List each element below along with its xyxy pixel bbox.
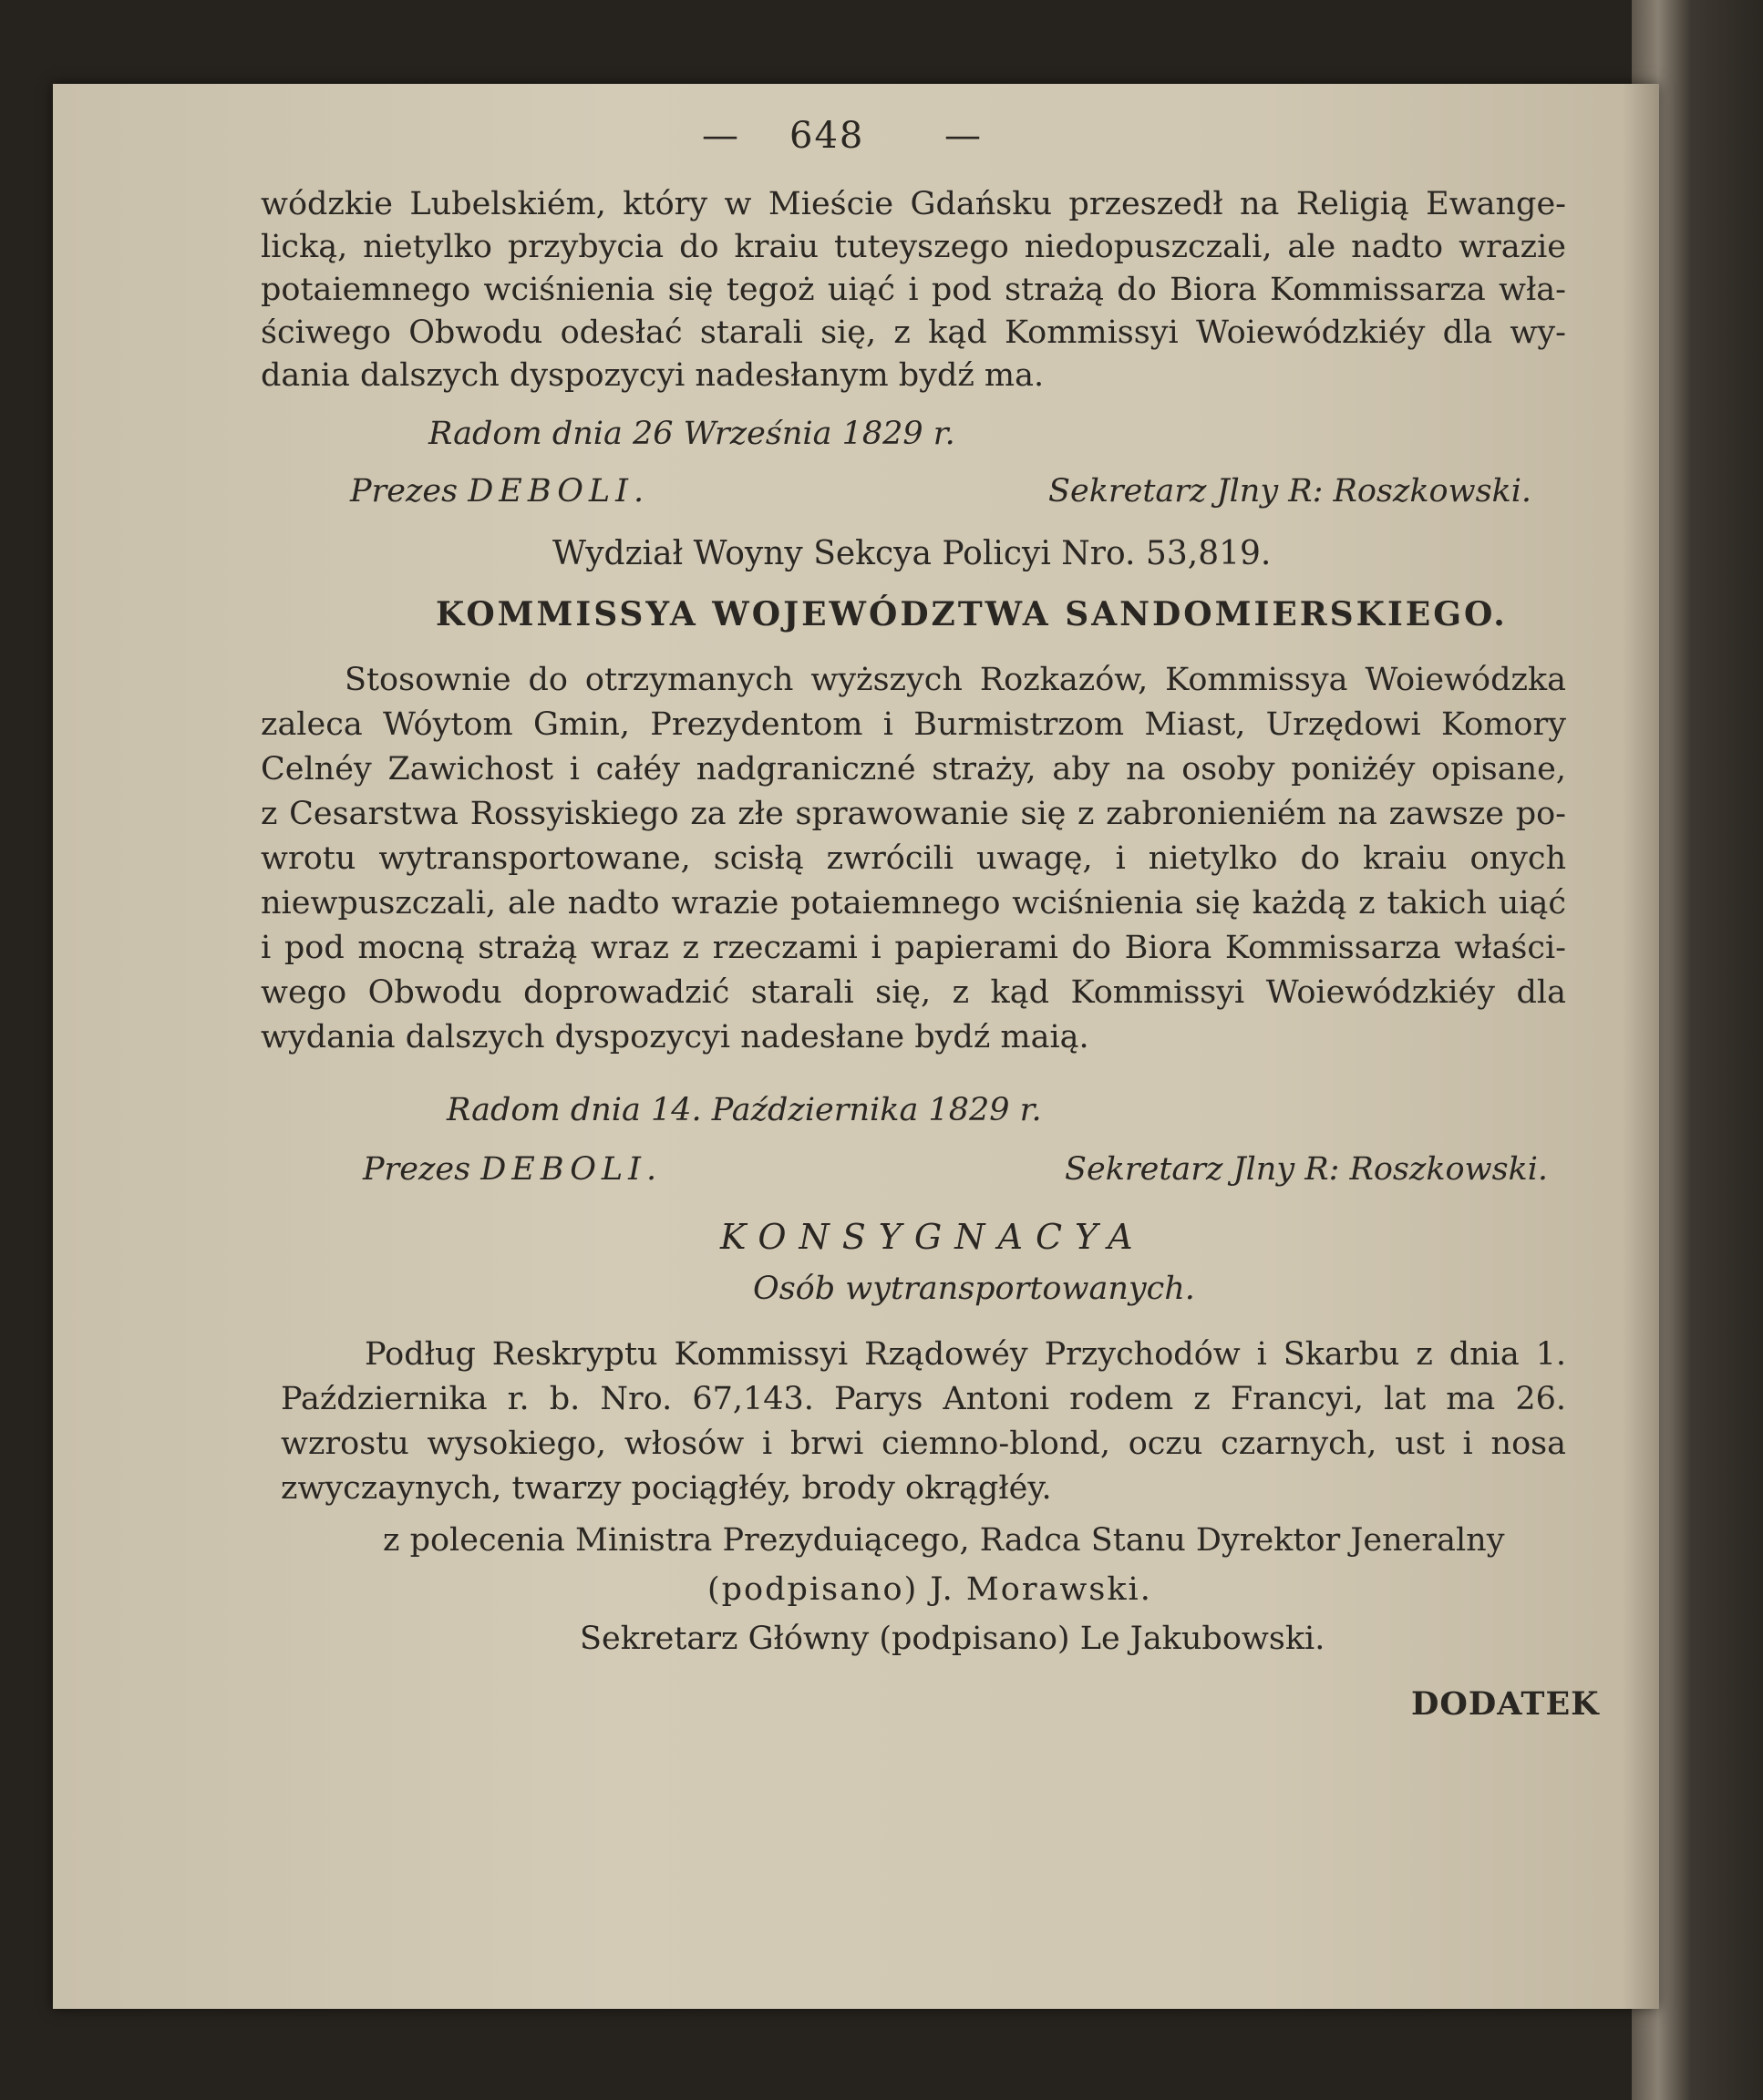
paragraph-3-line-4: zwyczaynych, twarzy pociągłéy, brody okrągłéy. xyxy=(281,1470,1052,1507)
section-2-title: KOMMISSYA WOJEWÓDZTWA SANDOMIERSKIEGO. xyxy=(436,595,1508,633)
paragraph-1-line-3: potaiemnego wciśnienia się tegoż uiąć i pod strażą do Biora Kommissarza wła- xyxy=(261,272,1566,308)
secretary-signature-2: Sekretarz Jlny R: Roszkowski. xyxy=(1065,1151,1549,1188)
dateline-2: Radom dnia 14. Października 1829 r. xyxy=(447,1092,1042,1128)
president-signature-1: Prezes DEBOLI. xyxy=(350,473,650,510)
paragraph-2-line-4: z Cesarstwa Rossyiskiego za złe sprawowanie się z zabronieniém na zawsze po- xyxy=(261,796,1566,832)
paragraph-2-line-3: Celnéy Zawichost i całéy nadgraniczné straży, aby na osoby poniżéy opisane, xyxy=(261,751,1566,788)
document-page xyxy=(53,84,1659,2009)
section-2-heading: Wydział Woyny Sekcya Policyi Nro. 53,819. xyxy=(552,535,1272,572)
page-number: — 648 — xyxy=(789,115,864,157)
paragraph-2-line-8: wego Obwodu doprowadzić starali się, z kąd Kommissyi Woiewódzkiéy dla xyxy=(261,974,1566,1011)
paragraph-3-line-3: wzrostu wysokiego, włosów i brwi ciemno-blond, oczu czarnych, ust i nosa xyxy=(281,1426,1566,1462)
paragraph-2-line-7: i pod mocną strażą wraz z rzeczami i papierami do Biora Kommissarza właści- xyxy=(261,930,1566,966)
paragraph-2-line-1: Stosownie do otrzymanych wyższych Rozkazów, Kommissya Woiewódzka xyxy=(345,662,1566,698)
paragraph-2-line-6: niewpuszczali, ale nadto wrazie potaiemnego wciśnienia się każdą z takich uiąć xyxy=(261,885,1566,921)
president-signature-2: Prezes DEBOLI. xyxy=(363,1151,663,1188)
paragraph-2-line-9: wydania dalszych dyspozycyi nadesłane bydź maią. xyxy=(261,1019,1089,1055)
consignment-subtitle: Osób wytransportowanych. xyxy=(753,1271,1195,1307)
signed-by-morawski: (podpisano) J. Morawski. xyxy=(707,1571,1152,1608)
paragraph-3-line-2: Października r. b. Nro. 67,143. Parys Antoni rodem z Francyi, lat ma 26. xyxy=(281,1381,1566,1417)
paragraph-1-line-5: dania dalszych dyspozycyi nadesłanym bydź ma. xyxy=(261,357,1045,394)
paragraph-1-line-2: licką, nietylko przybycia do kraiu tuteyszego niedopuszczali, ale nadto wrazie xyxy=(261,229,1566,265)
paragraph-2-line-5: wrotu wytransportowane, scisłą zwrócili uwagę, i nietylko do kraiu onych xyxy=(261,840,1566,877)
catchword: DODATEK xyxy=(1411,1685,1600,1723)
secretary-signature-1: Sekretarz Jlny R: Roszkowski. xyxy=(1048,473,1532,510)
paragraph-3-line-1: Podług Reskryptu Kommissyi Rządowéy Przychodów i Skarbu z dnia 1. xyxy=(365,1336,1566,1373)
paragraph-2-line-2: zaleca Wóytom Gmin, Prezydentom i Burmistrzom Miast, Urzędowi Komory xyxy=(261,706,1566,743)
consignment-title: KONSYGNACYA xyxy=(720,1217,1146,1257)
order-line: z polecenia Ministra Prezyduiącego, Radca Stanu Dyrektor Jeneralny xyxy=(383,1522,1505,1559)
signed-by-jakubowski: Sekretarz Główny (podpisano) Le Jakubowski. xyxy=(580,1621,1325,1657)
dateline-1: Radom dnia 26 Września 1829 r. xyxy=(428,416,955,452)
paragraph-1-line-1: wódzkie Lubelskiém, który w Mieście Gdańsku przeszedł na Religią Ewange- xyxy=(261,186,1566,222)
document-text xyxy=(53,84,1659,2009)
paragraph-1-line-4: ściwego Obwodu odesłać starali się, z kąd Kommissyi Woiewódzkiéy dla wy- xyxy=(261,314,1566,351)
